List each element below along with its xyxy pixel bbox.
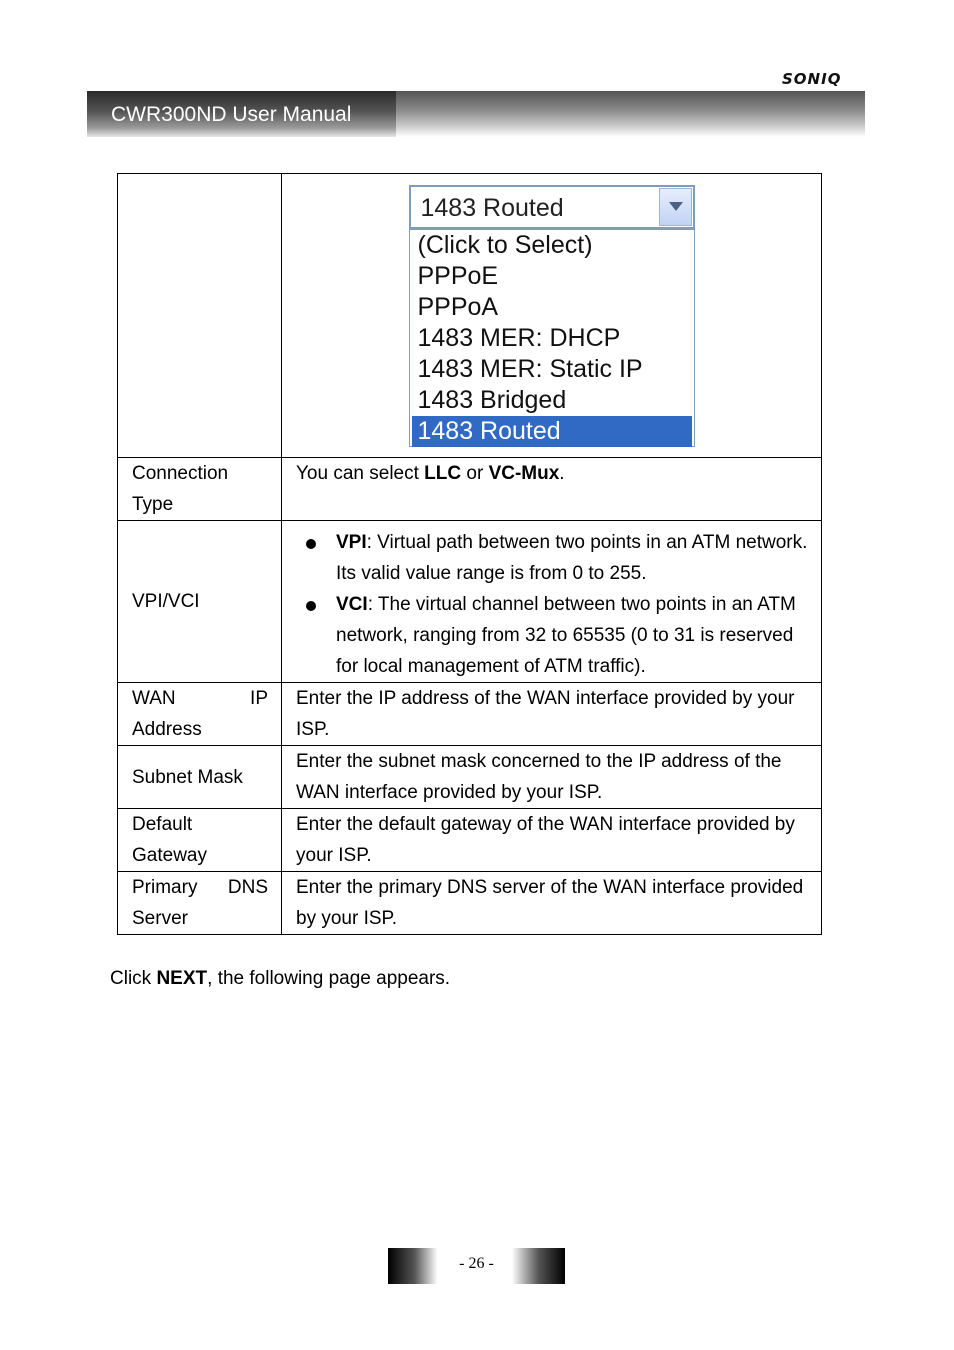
table-row — [118, 683, 822, 746]
desc-text: You can select — [296, 463, 425, 484]
table-row — [118, 872, 822, 935]
vpi-term: VPI — [336, 532, 367, 553]
table-row — [118, 746, 822, 809]
row-desc: Enter the subnet mask concerned to the IP address of the WAN interface provided by your ISP. — [282, 746, 822, 809]
llc-term: LLC — [424, 463, 462, 484]
desc-text: . — [559, 463, 565, 484]
row-label-line: WAN IP — [132, 688, 268, 709]
vpi-desc: : Virtual path between two points in an ATM network. Its valid value range is from 0 to 255. — [336, 532, 808, 584]
row-label: Subnet Mask — [118, 746, 282, 809]
row-label-line: Connection — [132, 463, 229, 484]
row-label-line: Type — [132, 494, 174, 515]
row-desc: Enter the default gateway of the WAN interface provided by your ISP. — [282, 809, 822, 872]
bullet-icon — [306, 539, 316, 549]
table-row — [118, 809, 822, 872]
row-label: VPI/VCI — [118, 521, 282, 683]
row-label-line: Primary DNS — [132, 877, 268, 898]
instruction-text — [110, 966, 450, 992]
dropdown-cell — [282, 174, 822, 458]
brand-logo: SONIQ — [782, 70, 842, 88]
dropdown-option[interactable]: PPPoE — [417, 262, 499, 290]
table-row — [118, 521, 822, 683]
dropdown-option[interactable]: PPPoA — [417, 293, 499, 321]
list-item — [296, 527, 809, 589]
dropdown-option[interactable]: 1483 Bridged — [417, 386, 567, 414]
row-label-line: Gateway — [132, 845, 207, 866]
dropdown-select-box[interactable] — [409, 185, 695, 229]
list-item — [296, 589, 809, 682]
encapsulation-dropdown[interactable] — [409, 185, 695, 447]
row-desc — [282, 458, 822, 521]
bullet-icon — [306, 601, 316, 611]
table-row — [118, 174, 822, 458]
vci-term: VCI — [336, 594, 368, 615]
table-row — [118, 458, 822, 521]
row-label-line: Address — [132, 719, 202, 740]
row-label — [118, 809, 282, 872]
vc-mux-term: VC-Mux — [488, 463, 560, 484]
dropdown-selected-value: 1483 Routed — [420, 194, 564, 222]
manual-title: CWR300ND User Manual — [111, 103, 352, 126]
instruction-post: , the following page appears. — [207, 968, 451, 989]
instruction-pre: Click — [110, 968, 157, 989]
dropdown-options-list — [409, 229, 695, 447]
next-term: NEXT — [156, 968, 208, 989]
dropdown-option[interactable]: 1483 MER: Static IP — [417, 355, 643, 383]
dropdown-option-selected[interactable]: 1483 Routed — [412, 416, 692, 447]
dropdown-option[interactable]: (Click to Select) — [417, 231, 593, 259]
dropdown-option[interactable]: 1483 MER: DHCP — [417, 324, 621, 352]
row-desc: Enter the IP address of the WAN interface provided by your ISP. — [282, 683, 822, 746]
row-label-line: Server — [132, 908, 188, 929]
row-desc: Enter the primary DNS server of the WAN interface provided by your ISP. — [282, 872, 822, 935]
row-label — [118, 683, 282, 746]
chevron-down-icon[interactable] — [659, 188, 692, 226]
page-number: - 26 - — [459, 1255, 494, 1272]
empty-cell — [118, 174, 282, 458]
row-desc — [282, 521, 822, 683]
desc-text: or — [461, 463, 489, 484]
row-label — [118, 458, 282, 521]
row-label — [118, 872, 282, 935]
vci-desc: : The virtual channel between two points in an ATM network, ranging from 32 to 65535 (0 to 31 is reserved for local management of ATM traffic). — [336, 594, 796, 677]
settings-table — [117, 173, 822, 935]
row-label-line: Default — [132, 814, 193, 835]
